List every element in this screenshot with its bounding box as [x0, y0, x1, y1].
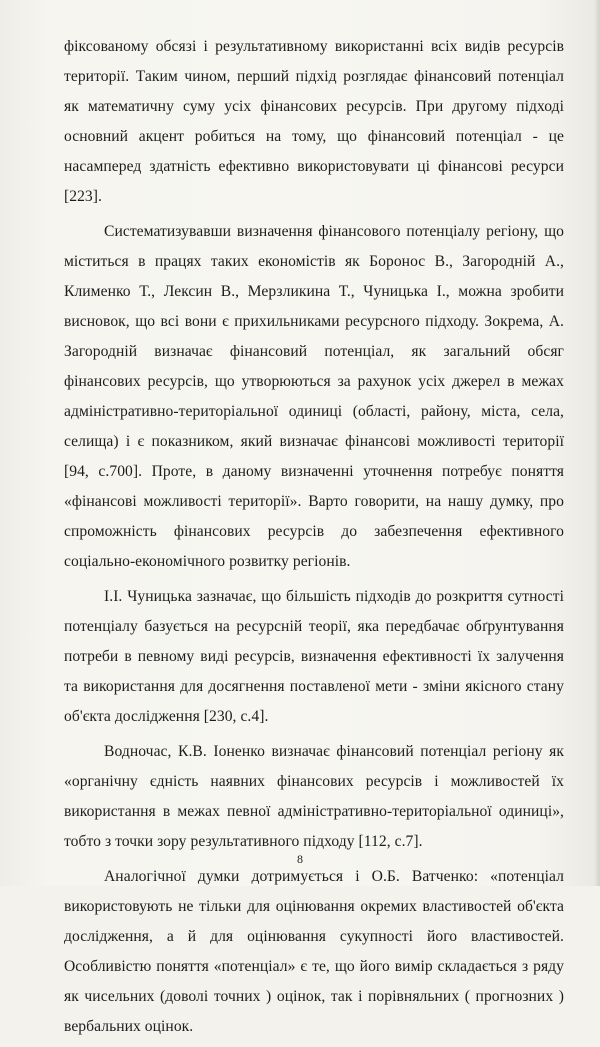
- paragraph-3: І.І. Чуницька зазначає, що більшість підходів до розкриття сутності потенціалу базується на ресурсній теорії, яка передбачає обґрунтування потреби в певному виді ресурсів, визначення ефективності їх залучення та використання для досягнення поставленої мети - зміни якісного стану об'єкта дослідження [230, с.4].: [64, 588, 564, 725]
- document-body: [64, 32, 564, 1047]
- paragraph-1: фіксованому обсязі і результативному використанні всіх видів ресурсів території. Таким чином, перший підхід розглядає фінансовий потенціал як математичну суму усіх фінансових ресурсів. При другому підході основний акцент робиться на тому, що фінансовий потенціал - це насамперед здатність ефективно використовувати ці фінансові ресурси [223].: [64, 38, 564, 205]
- paragraph-2: Систематизувавши визначення фінансового потенціалу регіону, що міститься в працях таких економістів як Боронос В., Загородній А., Клименко Т., Лексин В., Мерзликина Т., Чуницька І., можна зробити висновок, що всі вони є прихильниками ресурсного підходу. Зокрема, А. Загородній визначає фінансовий потенціал, як загальний обсяг фінансових ресурсів, що утворюються за рахунок усіх джерел в межах адміністративно-територіальної одиниці (області, району, міста, села, селища) і є показником, який визначає фінансові можливості території [94, с.700]. Проте, в даному визначенні уточнення потребує поняття «фінансові можливості території». Варто говорити, на нашу думку, про спроможність фінансових ресурсів до забезпечення ефективного соціально-економічного розвитку регіонів.: [64, 223, 564, 570]
- paragraph-4: Водночас, К.В. Іоненко визначає фінансовий потенціал регіону як «органічну єдність наявних фінансових ресурсів і можливостей їх використання в межах певної адміністративно-територіальної одиниці», тобто з точки зору результативного підходу [112, с.7].: [64, 743, 564, 850]
- page-number: 8: [297, 852, 303, 866]
- paragraph-5: Аналогічної думки дотримується і О.Б. Ватченко: «потенціал використовують не тільки для оцінювання окремих властивостей об'єкта дослідження, а й для оцінювання сукупності його властивостей. Особливістю поняття «потенціал» є те, що його вимір складається з ряду як чисельних (доволі точних ) оцінок, так і порівняльних ( прогнозних ) вербальних оцінок.: [64, 868, 564, 1035]
